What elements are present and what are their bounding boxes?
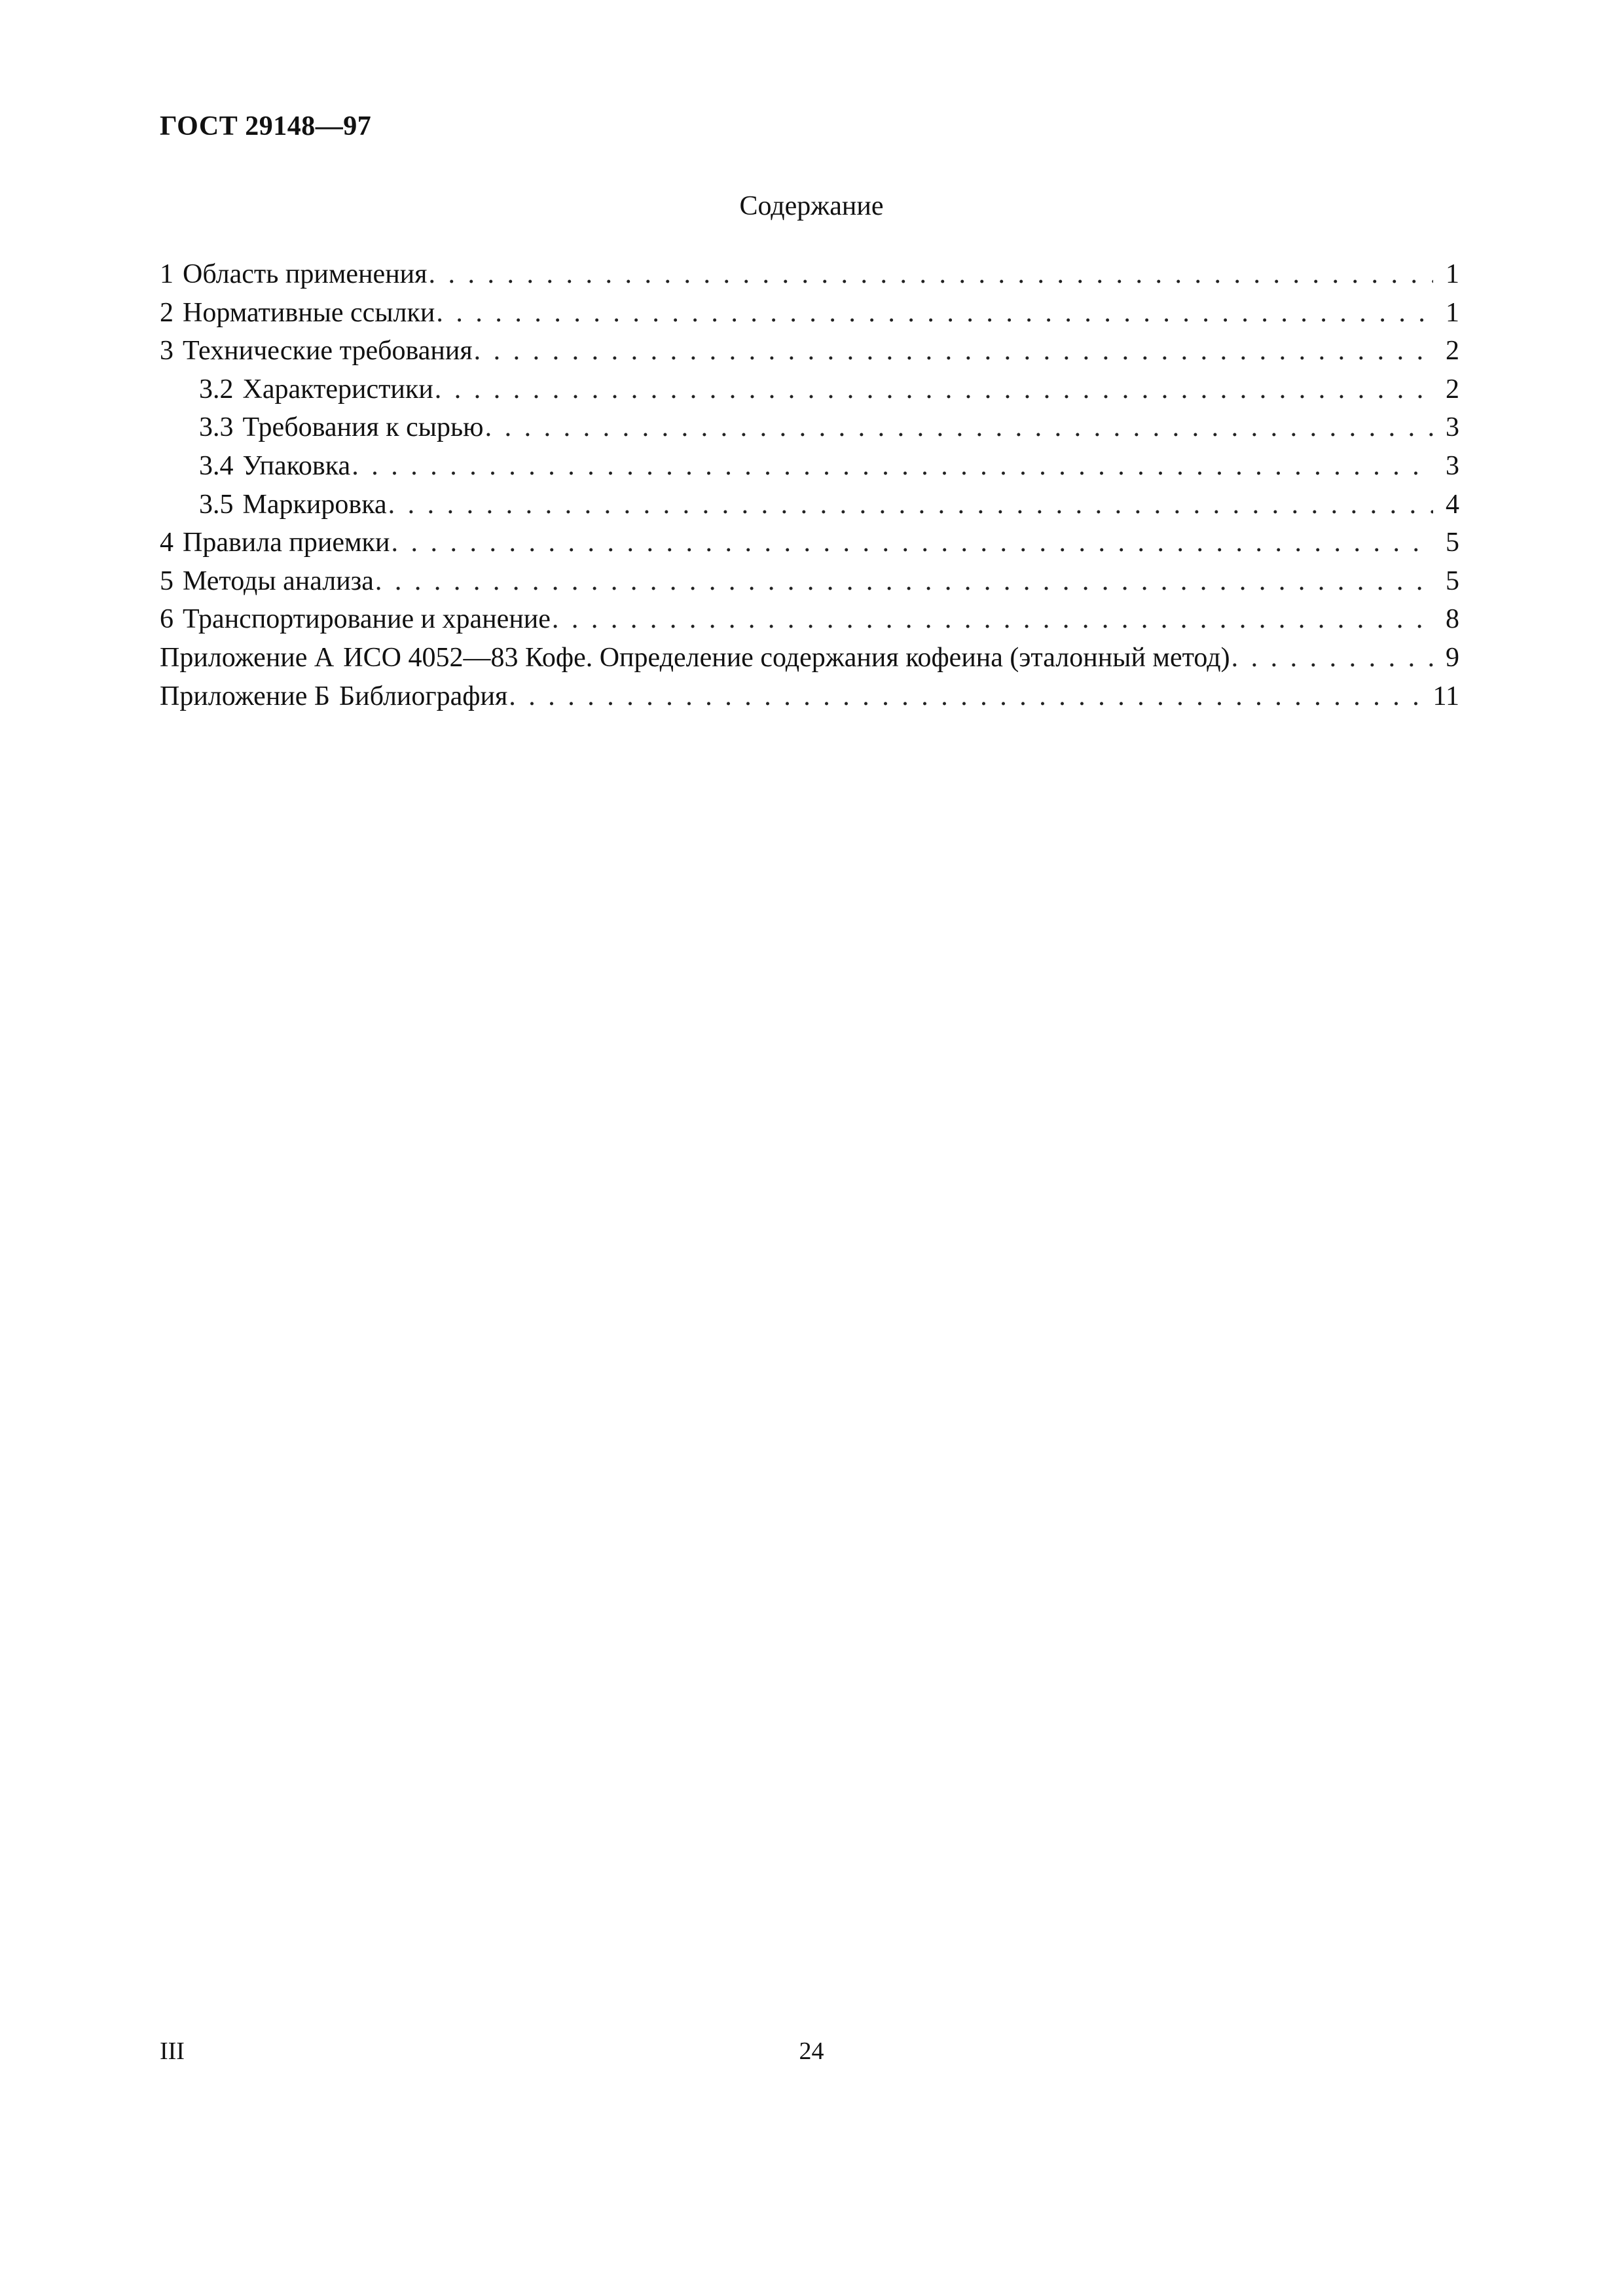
toc-entry-2 [160, 294, 1459, 332]
toc-entry-title: Маркировка [242, 489, 387, 520]
toc-entry-4 [160, 524, 1459, 562]
toc-entry-appendix-b [160, 677, 1459, 716]
toc-entry-page: 2 [1446, 374, 1459, 404]
toc-entry-page: 4 [1446, 489, 1459, 520]
toc-entry-title: Область применения [183, 259, 428, 289]
dot-leader [435, 370, 1433, 409]
toc-entry-number: 4 [160, 528, 173, 558]
toc-entry-title: Методы анализа [183, 565, 374, 596]
toc-entry-page: 8 [1446, 604, 1459, 635]
toc-entry-number: 2 [160, 297, 173, 328]
table-of-contents [160, 255, 1459, 715]
toc-entry-appendix-a [160, 639, 1459, 677]
toc-entry-page: 1 [1446, 297, 1459, 328]
toc-entry-title: Правила приемки [183, 528, 390, 558]
dot-leader [391, 524, 1433, 562]
dot-leader [436, 294, 1433, 332]
toc-entry-1 [160, 255, 1459, 294]
toc-entry-title: Требования к сырью [242, 412, 484, 443]
page-number: 24 [799, 2037, 824, 2065]
toc-entry-6 [160, 600, 1459, 639]
toc-entry-number: 3.4 [199, 450, 234, 481]
toc-entry-3 [160, 332, 1459, 370]
toc-entry-number: 1 [160, 259, 173, 289]
dot-leader [552, 600, 1433, 639]
toc-entry-title: Технические требования [183, 336, 473, 367]
dot-leader [375, 562, 1433, 601]
toc-entry-page: 1 [1446, 259, 1459, 289]
toc-entry-page: 3 [1446, 450, 1459, 481]
toc-entry-number: 6 [160, 604, 173, 635]
toc-entry-3-2 [160, 370, 1459, 409]
dot-leader [352, 447, 1433, 486]
toc-entry-3-5 [160, 486, 1459, 524]
toc-entry-page: 5 [1446, 565, 1459, 596]
toc-entry-number: Приложение Б [160, 681, 331, 711]
toc-entry-page: 5 [1446, 528, 1459, 558]
toc-entry-number: 5 [160, 565, 173, 596]
toc-entry-page: 11 [1432, 681, 1459, 711]
dot-leader [485, 408, 1433, 447]
toc-entry-title: Нормативные ссылки [183, 297, 435, 328]
toc-entry-page: 3 [1446, 412, 1459, 443]
toc-entry-3-4 [160, 447, 1459, 486]
toc-entry-title: Транспортирование и хранение [183, 604, 551, 635]
toc-entry-title: ИСО 4052—83 Кофе. Определение содержания кофеина (эталонный метод) [343, 642, 1230, 673]
toc-entry-5 [160, 562, 1459, 601]
toc-entry-page: 2 [1446, 336, 1459, 367]
toc-entry-number: 3 [160, 336, 173, 367]
toc-entry-3-3 [160, 408, 1459, 447]
dot-leader [1231, 639, 1433, 677]
toc-entry-title: Упаковка [242, 450, 351, 481]
toc-entry-number: 3.5 [199, 489, 234, 520]
dot-leader [388, 486, 1433, 524]
roman-page-number: III [160, 2037, 185, 2065]
toc-entry-page: 9 [1446, 642, 1459, 673]
dot-leader [509, 677, 1426, 716]
dot-leader [428, 255, 1433, 294]
toc-entry-title: Библиография [339, 681, 508, 711]
toc-entry-number: 3.2 [199, 374, 234, 404]
dot-leader [474, 332, 1433, 370]
document-code: ГОСТ 29148—97 [160, 111, 372, 141]
toc-title: Содержание [739, 191, 884, 221]
toc-entry-number: 3.3 [199, 412, 234, 443]
toc-entry-title: Характеристики [242, 374, 433, 404]
toc-entry-number: Приложение А [160, 642, 335, 673]
